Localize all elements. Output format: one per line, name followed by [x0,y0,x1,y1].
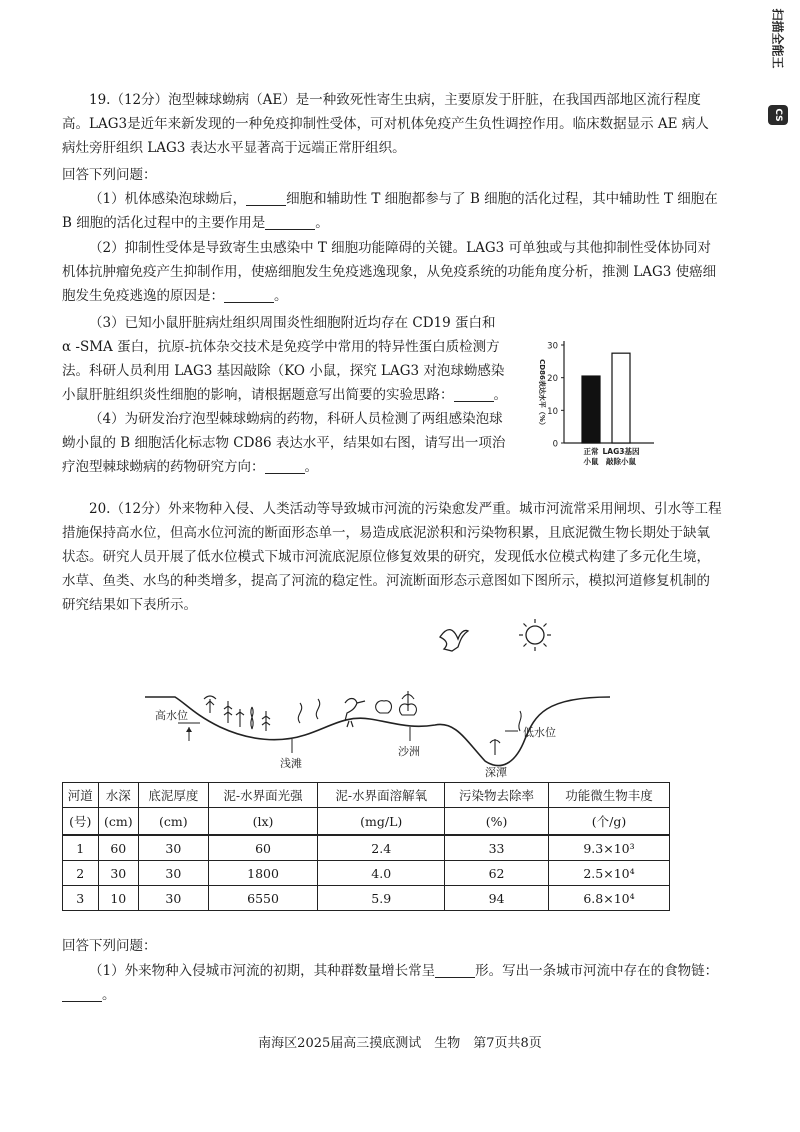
table-cell: 30 [98,861,138,886]
table-cell: 2 [63,861,99,886]
river-cross-section-diagram [140,615,610,785]
x-tick-label: 小鼠 [583,457,599,466]
table-cell: 33 [445,835,549,861]
table-cell: 4.0 [318,861,445,886]
q20-part1-text-c: 。 [102,987,116,1003]
answer-blank[interactable] [265,213,315,230]
q19-part3 [62,311,507,407]
x-tick-label: LAG3基因 [602,447,640,456]
table-row [63,886,670,911]
y-tick-label: 10 [547,406,558,417]
q19-part3-text: （3）已知小鼠肝脏病灶组织周围炎性细胞附近均存在 CD19 蛋白和 α -SMA 蛋白，抗原-抗体杂交技术是免疫学中常用的特异性蛋白质检测方法。科研人员利用 LAG3 基因敲除（KO 小鼠，探究 LAG3 对泡球蚴感染小鼠肝脏组织炎性细胞的影响，请根据题意写出简要的实验思路： [62,315,505,403]
label-shoal: 浅滩 [280,757,302,770]
table-cell: 1 [63,835,99,861]
sun-icon [519,619,551,651]
q20-part1-text-a: （1）外来物种入侵城市河流的初期，其种群数量增长常呈 [89,963,436,979]
table-cell: 60 [208,835,318,861]
q19-part1-text-a: （1）机体感染泡球蚴后， [89,191,247,207]
col-unit-2: (cm) [139,808,209,836]
x-tick-label: 敲除小鼠 [606,457,636,466]
table-row [63,861,670,886]
col-header-5: 污染物去除率 [445,783,549,808]
col-unit-6: (个/g) [548,808,669,836]
q19-part1-text-c: 。 [315,215,329,231]
page-footer: 南海区2025届高三摸底测试 生物 第7页共8页 [258,1036,542,1051]
col-unit-0: (号) [63,808,99,836]
y-tick-label: 20 [547,374,558,385]
table-cell: 2.4 [318,835,445,861]
y-tick-label: 0 [552,439,558,450]
col-header-0: 河道 [63,783,99,808]
y-axis-label: CD86表达水平（%） [538,359,546,429]
q19-prompt: 回答下列问题： [62,167,157,183]
cd86-bar-chart [512,335,672,465]
watermark-logo-icon: CS [768,105,788,125]
col-header-6: 功能微生物丰度 [548,783,669,808]
q19-part2 [62,236,722,308]
bird-icon [440,630,468,651]
col-unit-4: (mg/L) [318,808,445,836]
answer-blank[interactable] [454,385,494,402]
col-unit-3: (lx) [208,808,318,836]
col-header-3: 泥-水界面光强 [208,783,318,808]
q20-intro: 20.（12分）外来物种入侵、人类活动等导致城市河流的污染愈发严重。城市河流常采用闸坝、引水等工程措施保持高水位，但高水位河流的断面形态单一，易造成底泥淤积和污染物积累，且底泥微生物长期处于缺氧状态。研究人员开展了低水位模式下城市河流底泥原位修复效果的研究，发现低水位模式构建了多元化生境，水草、鱼类、水鸟的种类增多，提高了河流的稳定性。河流断面形态示意图如下图所示，模拟河道修复机制的研究结果如下表所示。 [62,501,722,613]
q19-part1 [62,187,722,235]
table-cell: 9.3×10³ [548,835,669,861]
col-header-2: 底泥厚度 [139,783,209,808]
river-restoration-table [62,782,670,911]
bar-1 [582,376,600,443]
answer-blank[interactable] [265,457,305,474]
table-cell: 5.9 [318,886,445,911]
q20-prompt: 回答下列问题： [62,938,157,954]
x-tick-label: 正常 [583,447,599,456]
table-cell: 60 [98,835,138,861]
col-header-4: 泥-水界面溶解氧 [318,783,445,808]
q19-part3-end: 。 [493,387,507,403]
table-cell: 10 [98,886,138,911]
table-row [63,835,670,861]
aquatic-plants-icon [204,691,521,755]
q19-part2-text-b: 。 [274,288,288,304]
bar-2 [612,353,630,443]
watermark-brand: 扫描全能王 [770,8,785,69]
q20-part1-text-b: 形。写出一条城市河流中存在的食物链： [475,963,719,979]
table-cell: 3 [63,886,99,911]
heron-icon [345,699,365,728]
col-unit-1: (cm) [98,808,138,836]
scanner-watermark [766,10,792,130]
label-deep-pool: 深潭 [485,766,507,779]
q19-intro: 19.（12分）泡型棘球蚴病（AE）是一种致死性寄生虫病，主要原发于肝脏，在我国西部地区流行程度高。LAG3是近年来新发现的一种免疫抑制性受体，可对机体免疫产生负性调控作用。临床数据显示 AE 病人病灶旁肝组织 LAG3 表达水平显著高于远端正常肝组织。 [62,92,709,156]
q19-part4-end: 。 [304,459,318,475]
answer-blank[interactable] [246,189,286,206]
chart-svg [512,335,672,465]
q19-part2-text-a: （2）抑制性受体是导致寄生虫感染中 T 细胞功能障碍的关键。LAG3 可单独或与其他抑制性受体协同对机体抗肿瘤免疫产生抑制作用，使癌细胞发生免疫逃逸现象，从免疫系统的功能角度分析，推测 LAG3 使癌细胞发生免疫逃逸的原因是： [62,240,717,304]
answer-blank[interactable] [62,985,102,1002]
table-cell: 6.8×10⁴ [548,886,669,911]
table-cell: 62 [445,861,549,886]
label-low-water: 低水位 [523,726,556,739]
answer-blank[interactable] [435,961,475,978]
table-cell: 2.5×10⁴ [548,861,669,886]
table-cell: 30 [139,886,209,911]
q19-part4 [62,407,507,479]
table-cell: 94 [445,886,549,911]
table-cell: 30 [139,835,209,861]
table-cell: 6550 [208,886,318,911]
answer-blank[interactable] [224,286,274,303]
q19-part1-text-b: 细胞和辅助性 T 细胞都参与了 B 细胞的活化过程，其中辅助性 T 细胞在 B 细胞的活化过程中的主要作用是 [62,191,718,231]
label-sandbar: 沙洲 [398,745,420,758]
col-unit-5: (%) [445,808,549,836]
label-high-water: 高水位 [155,709,188,722]
table-cell: 1800 [208,861,318,886]
q19-part4-text: （4）为研发治疗泡型棘球蚴病的药物，科研人员检测了两组感染泡球蚴小鼠的 B 细胞活化标志物 CD86 表达水平，结果如右图，请写出一项治疗泡型棘球蚴病的药物研究方向： [62,411,506,475]
y-tick-label: 30 [547,341,558,352]
q20-part1 [62,959,722,1007]
table-cell: 30 [139,861,209,886]
col-header-1: 水深 [98,783,138,808]
